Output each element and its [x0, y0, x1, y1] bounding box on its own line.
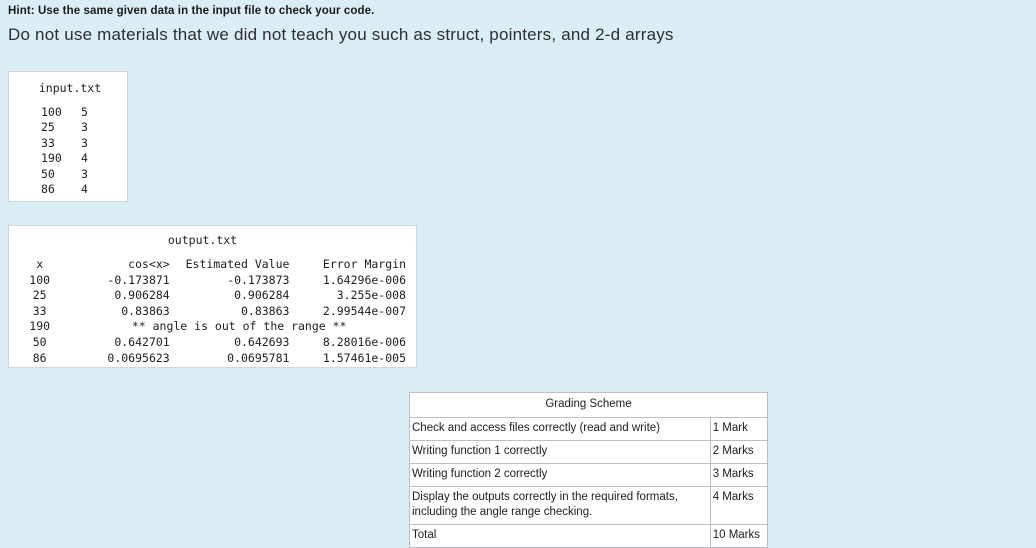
output-header-estimated: Estimated Value	[185, 257, 290, 271]
output-cell-x: 190	[29, 319, 51, 334]
grading-scheme-table	[409, 392, 768, 548]
output-cell-x: 50	[32, 334, 47, 349]
input-cell-b: 3	[81, 120, 88, 135]
output-range-note: ** angle is out of the range **	[131, 319, 347, 334]
output-row	[9, 288, 416, 304]
grading-mark: 3 Marks	[710, 464, 767, 487]
output-row-out-of-range	[9, 319, 416, 335]
grading-total-label: Total	[410, 525, 711, 548]
output-file-panel	[8, 225, 417, 368]
input-row	[41, 120, 127, 135]
output-cell-estimated: 0.906284	[234, 288, 290, 303]
grading-title-row	[410, 393, 768, 418]
input-row	[41, 167, 127, 182]
grading-criterion: Writing function 1 correctly	[410, 441, 711, 464]
output-cell-error: 8.28016e-006	[322, 334, 406, 349]
input-cell-b: 3	[81, 166, 88, 181]
input-file-title: input.txt	[38, 81, 102, 95]
input-row	[41, 105, 127, 120]
output-cell-error: 1.64296e-006	[322, 272, 406, 287]
output-file-title: output.txt	[167, 233, 238, 247]
output-cell-cos: 0.83863	[121, 303, 170, 318]
output-cell-error: 3.255e-008	[336, 288, 406, 303]
output-header-row	[9, 257, 416, 273]
output-row	[9, 273, 416, 289]
output-cell-cos: 0.0695623	[107, 350, 170, 365]
input-cell-a: 86	[41, 182, 55, 197]
input-cell-a: 50	[41, 166, 55, 181]
grading-mark: 2 Marks	[710, 441, 767, 464]
grading-row	[410, 464, 768, 487]
output-header-cos: cos<x>	[128, 257, 170, 271]
grading-mark: 4 Marks	[710, 487, 767, 525]
input-cell-b: 5	[81, 105, 88, 119]
input-row	[41, 136, 127, 151]
input-file-rows	[9, 105, 127, 197]
output-cell-x: 33	[32, 303, 47, 318]
page-title: Do not use materials that we did not teach you such as struct, pointers, and 2-d arrays	[8, 25, 674, 44]
output-cell-estimated: -0.173873	[227, 272, 290, 287]
grading-criterion: Writing function 2 correctly	[410, 464, 711, 487]
input-cell-a: 100	[41, 105, 62, 119]
output-cell-cos: -0.173871	[107, 272, 170, 287]
grading-total-row	[410, 525, 768, 548]
output-cell-x: 86	[32, 350, 47, 365]
grading-criterion: Check and access files correctly (read and write)	[410, 418, 711, 441]
input-file-panel	[8, 71, 128, 202]
grading-row	[410, 441, 768, 464]
input-cell-b: 4	[81, 151, 88, 166]
input-cell-a: 190	[41, 151, 62, 166]
grading-total-mark: 10 Marks	[710, 525, 767, 548]
output-cell-error: 1.57461e-005	[322, 350, 406, 365]
output-cell-cos: 0.906284	[114, 288, 170, 303]
output-row	[9, 335, 416, 351]
output-header-x: x	[36, 257, 44, 271]
output-cell-estimated: 0.83863	[240, 303, 290, 318]
grading-mark: 1 Mark	[710, 418, 767, 441]
output-row	[9, 351, 416, 367]
grading-row	[410, 418, 768, 441]
output-header-error: Error Margin	[322, 257, 406, 271]
input-row	[41, 182, 127, 197]
input-cell-a: 33	[41, 135, 55, 150]
grading-row	[410, 487, 768, 525]
input-cell-a: 25	[41, 120, 55, 135]
output-file-table	[9, 257, 416, 366]
output-cell-error: 2.99544e-007	[322, 303, 406, 318]
input-cell-b: 4	[81, 182, 88, 197]
grading-title: Grading Scheme	[410, 393, 768, 418]
output-cell-estimated: 0.642693	[234, 334, 290, 349]
input-row	[41, 151, 127, 166]
output-cell-x: 25	[32, 288, 47, 303]
output-row	[9, 304, 416, 320]
output-cell-x: 100	[29, 272, 51, 287]
input-cell-b: 3	[81, 135, 88, 150]
output-cell-cos: 0.642701	[114, 334, 170, 349]
hint-text: Hint: Use the same given data in the input file to check your code.	[8, 5, 375, 17]
output-cell-estimated: 0.0695781	[227, 350, 290, 365]
grading-criterion: Display the outputs correctly in the required formats, including the angle range checking.	[410, 487, 711, 525]
